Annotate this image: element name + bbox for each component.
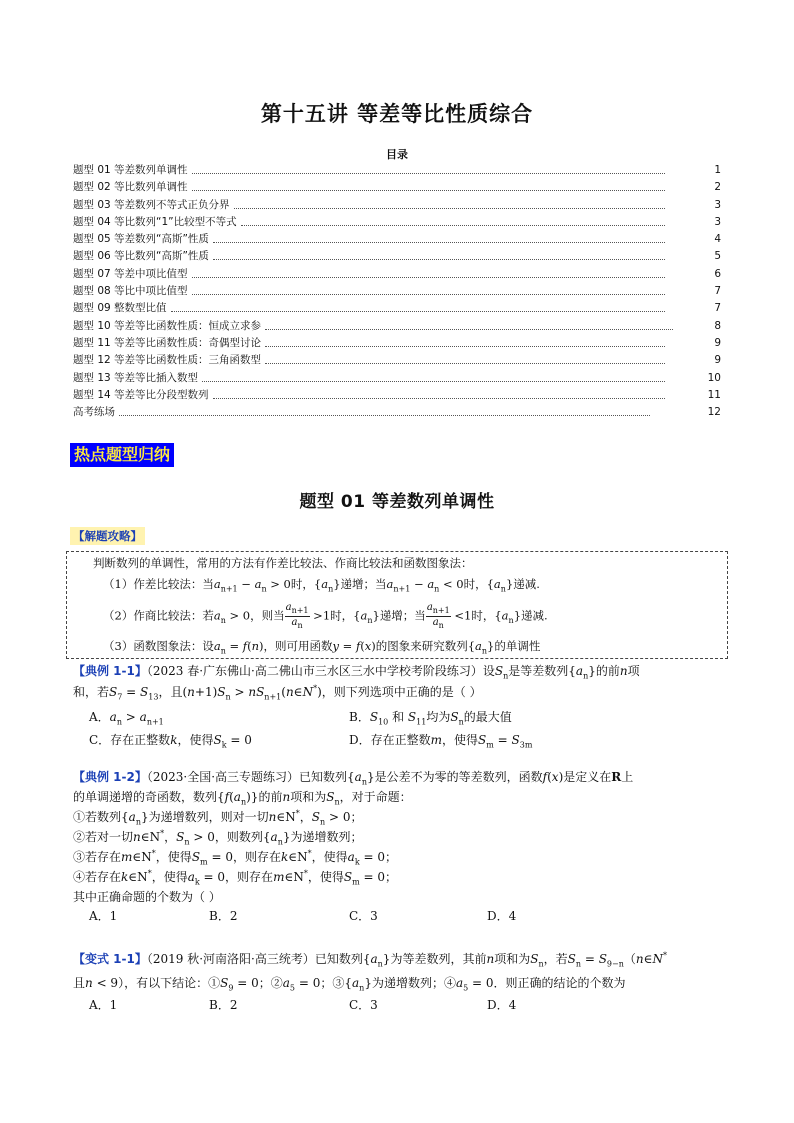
variant-1-1-option-b: B．2 — [209, 998, 238, 1012]
toc-entry-label: 题型 12 等差等比函数性质：三角函数型 — [73, 352, 261, 369]
example-1-1 — [73, 662, 723, 752]
toc-entry[interactable] — [73, 352, 723, 369]
toc-entry[interactable] — [73, 179, 723, 196]
toc-entry-label: 题型 05 等差数列“高斯”性质 — [73, 231, 209, 248]
toc-entry[interactable] — [73, 283, 723, 300]
example-1-2-option-a: A．1 — [89, 909, 118, 923]
toc-entry[interactable] — [73, 370, 723, 387]
toc-entry[interactable] — [73, 231, 723, 248]
toc-dot-leader — [213, 259, 665, 260]
toc-dot-leader — [265, 363, 665, 364]
toc-entry-page: 5 — [714, 250, 721, 263]
toc-entry-label: 高考练场 — [73, 404, 115, 421]
toc-entry[interactable] — [73, 335, 723, 352]
toc-dot-leader — [119, 415, 650, 416]
toc-entry[interactable] — [73, 214, 723, 231]
toc-dot-leader — [234, 208, 665, 209]
hot-topic-banner: 热点题型归纳 — [70, 443, 174, 467]
toc-dot-leader — [213, 398, 665, 399]
example-1-1-line-2: 和，若$S_7 = S_{13}$，且$(n+1)S_n$ > $nS_{n+1}(n\in N^*)$，则下列选项中正确的是（ ） — [73, 684, 482, 702]
proposition-3: ③若存在m∈N*，使得$S_m = 0$，则存在k∈N*，使得$a_k = 0$； — [73, 849, 398, 867]
table-of-contents — [73, 162, 723, 421]
page-title: 第十五讲 等差等比性质综合 — [260, 102, 534, 126]
toc-dot-leader — [192, 294, 665, 295]
toc-dot-leader — [202, 381, 665, 382]
toc-dot-leader — [192, 277, 665, 278]
toc-dot-leader — [213, 242, 665, 243]
toc-entry-page: 8 — [714, 319, 721, 332]
toc-entry-page: 9 — [714, 336, 721, 349]
example-1-2-question: 其中正确命题的个数为（ ） — [73, 890, 221, 904]
toc-entry-page: 7 — [714, 285, 721, 298]
toc-entry[interactable] — [73, 266, 723, 283]
toc-entry[interactable] — [73, 318, 723, 335]
toc-entry-page: 12 — [707, 406, 721, 419]
toc-entry-label: 题型 09 整数型比值 — [73, 300, 167, 317]
toc-entry-page: 10 — [707, 371, 721, 384]
toc-entry-label: 题型 03 等差数列不等式正负分界 — [73, 197, 230, 214]
example-1-1-option-c: C．存在正整数k，使得$S_k = 0$ — [89, 733, 252, 750]
toc-entry-page: 7 — [714, 302, 721, 315]
toc-entry-page: 1 — [714, 164, 721, 176]
method-box — [66, 551, 728, 659]
example-1-2-option-c: C．3 — [349, 909, 378, 923]
toc-dot-leader — [241, 225, 665, 226]
method-line-3: （3）函数图象法：设$a_n = f(n)$，则可用函数y = f(x)的图象来研究数列$\{a_n\}$的单调性 — [103, 639, 541, 656]
toc-dot-leader — [265, 329, 673, 330]
toc-entry-label: 题型 02 等比数列单调性 — [73, 179, 188, 196]
toc-entry-label: 题型 14 等差等比分段型数列 — [73, 387, 209, 404]
toc-entry-label: 题型 11 等差等比函数性质：奇偶型讨论 — [73, 335, 261, 352]
method-line-1: （1）作差比较法：当$a_{n+1} - a_n > 0$时，$\{a_n\}$递增；当$a_{n+1} - a_n < 0$时，$\{a_n\}$递减. — [103, 577, 540, 594]
toc-dot-leader — [192, 190, 665, 191]
toc-entry-label: 题型 13 等差等比插入数型 — [73, 370, 198, 387]
toc-dot-leader — [192, 173, 665, 174]
example-1-2-option-d: D．4 — [487, 909, 517, 923]
example-1-1-option-a: A．$a_n > a_{n+1}$ — [89, 710, 164, 727]
variant-1-1-option-c: C．3 — [349, 998, 378, 1012]
toc-entry-label: 题型 08 等比中项比值型 — [73, 283, 188, 300]
section-title: 题型 01 等差数列单调性 — [299, 492, 495, 512]
example-1-2-line-2: 的单调递增的奇函数，数列$\{f(a_n)\}$的前n项和为$S_n$，对于命题： — [73, 790, 412, 807]
toc-entry-page: 3 — [714, 198, 721, 211]
toc-entry[interactable] — [73, 404, 723, 421]
toc-entry-page: 11 — [707, 388, 721, 401]
toc-entry[interactable] — [73, 248, 723, 265]
example-1-2-option-b: B．2 — [209, 909, 238, 923]
toc-dot-leader — [171, 311, 665, 312]
toc-entry-page: 2 — [714, 181, 721, 194]
method-intro: 判断数列的单调性，常用的方法有作差比较法、作商比较法和函数图象法： — [93, 556, 473, 570]
proposition-4: ④若存在k∈N*，使得$a_k = 0$，则存在m∈N*，使得$S_m = 0$； — [73, 869, 398, 887]
toc-entry-label: 题型 01 等差数列单调性 — [73, 162, 188, 179]
toc-entry[interactable] — [73, 197, 723, 214]
variant-1-1-line-1: 【变式 1-1】（2019 秋·河南洛阳·高三统考）已知数列$\{a_n\}$为等差数列，其前n项和为$S_n$，若$S_n$ = $S_{9-n}(n\in N^*$ — [73, 951, 668, 969]
toc-entry-page: 9 — [714, 354, 721, 367]
proposition-1: ①若数列$\{a_n\}$为递增数列，则对一切n∈N*，$S_n > 0$； — [73, 809, 363, 827]
toc-entry[interactable] — [73, 387, 723, 404]
toc-dot-leader — [265, 346, 665, 347]
proposition-2: ②若对一切n∈N*，$S_n > 0$，则数列$\{a_n\}$为递增数列； — [73, 829, 363, 847]
toc-entry-page: 6 — [714, 267, 721, 280]
toc-entry-page: 4 — [714, 233, 721, 246]
example-1-2 — [73, 768, 723, 923]
toc-entry-label: 题型 06 等比数列“高斯”性质 — [73, 248, 209, 265]
variant-1-1-line-2: 且n < 9），有以下结论：$①S_9 = 0$；$②a_5 = 0$；$③\{a_n\}$为递增数列；$④a_5 = 0$．则正确的结论的个数为 — [73, 976, 626, 993]
toc-heading: 目录 — [386, 148, 408, 161]
method-line-2: （2）作商比较法：若$a_n > 0$，则当 $\frac{a_{n+1}}{a_n}$ >1时，$\{a_n\}$递增；当 $\frac{a_{n+1}}{a_n}$ <1时，$\{a_n\}$递减. — [103, 602, 548, 630]
variant-1-1-option-d: D．4 — [487, 998, 517, 1012]
toc-entry-page: 3 — [714, 215, 721, 228]
toc-entry[interactable] — [73, 162, 723, 179]
toc-entry-label: 题型 07 等差中项比值型 — [73, 266, 188, 283]
strategy-tag: 【解题攻略】 — [70, 527, 145, 545]
variant-1-1 — [73, 950, 723, 1012]
example-1-1-option-d: D．存在正整数m，使得$S_m = S_{3m}$ — [349, 733, 533, 750]
toc-entry-label: 题型 10 等差等比函数性质：恒成立求参 — [73, 318, 261, 335]
example-1-1-option-b: B．$S_{10}$ 和 $S_{11}$均为$S_n$的最大值 — [349, 710, 512, 727]
toc-entry[interactable] — [73, 300, 723, 317]
toc-entry-label: 题型 04 等比数列“1”比较型不等式 — [73, 214, 237, 231]
example-1-2-line-1: 【典例 1-2】（2023·全国·高三专题练习）已知数列$\{a_n\}$是公差不为零的等差数列，函数f(x)是定义在R上 — [73, 770, 634, 787]
variant-1-1-option-a: A．1 — [89, 998, 118, 1012]
example-1-1-line-1: 【典例 1-1】（2023 春·广东佛山·高二佛山市三水区三水中学校考阶段练习）设$S_n$是等差数列$\{a_n\}$的前n项 — [73, 664, 640, 681]
